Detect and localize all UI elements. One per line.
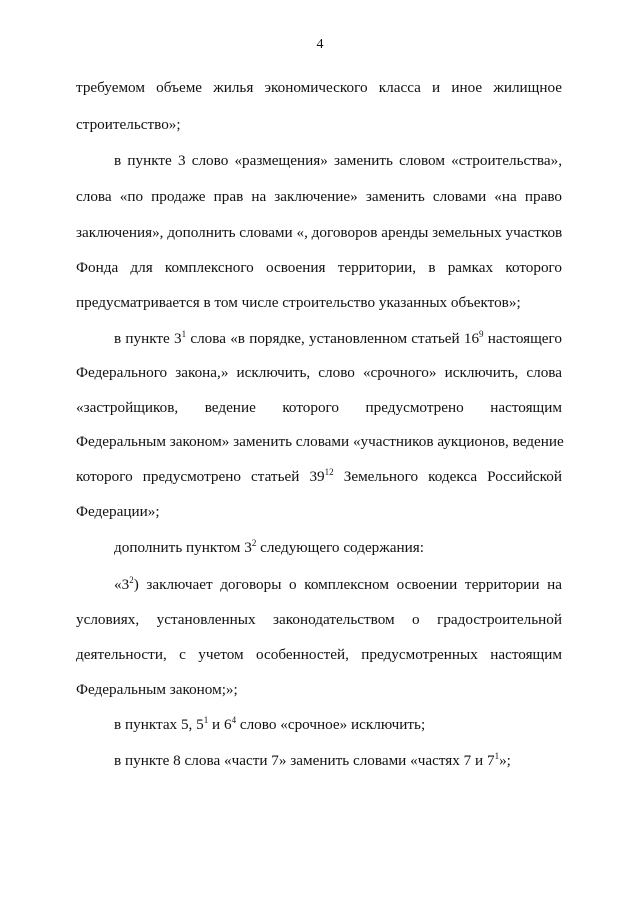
superscript: 1 [203, 715, 209, 725]
text-run: Земельного кодекса Российской [333, 468, 562, 485]
text-run: которого предусмотрено статьей 39 [76, 468, 325, 485]
text-line: Федерации»; [76, 503, 160, 520]
text-line: слова «по продаже прав на заключение» заменить словами «на право [76, 188, 562, 205]
text-run: следующего содержания: [256, 539, 424, 556]
text-line [114, 539, 562, 557]
superscript: 2 [251, 538, 257, 548]
superscript: 12 [324, 467, 334, 477]
text-line: в пункте 3 слово «размещения» заменить словом «строительства», [114, 152, 562, 169]
superscript: 1 [494, 751, 500, 761]
text-run: ) заключает договоры о комплексном освоении территории на [133, 576, 562, 593]
text-line: Федеральным законом» заменить словами «участников аукционов, ведение [76, 433, 564, 450]
text-run: слово «срочное» исключить; [236, 716, 426, 733]
superscript: 4 [231, 715, 237, 725]
text-line: Фонда для комплексного освоения территории, в рамках которого [76, 259, 562, 276]
text-run: «3 [114, 576, 130, 593]
text-line: деятельности, с учетом особенностей, предусмотренных настоящим [76, 646, 562, 663]
page-number: 4 [316, 37, 324, 52]
text-run: и 6 [208, 716, 232, 733]
text-run: дополнить пунктом 3 [114, 539, 252, 556]
text-line: предусматривается в том числе строительство указанных объектов»; [76, 294, 521, 311]
text-line: Федеральным законом;»; [76, 681, 238, 698]
text-line [76, 468, 562, 486]
text-line [114, 330, 562, 348]
text-run: »; [499, 752, 511, 769]
text-run: в пунктах 5, 5 [114, 716, 204, 733]
text-line: условиях, установленных законодательством о градостроительной [76, 611, 562, 628]
text-line [114, 576, 562, 594]
text-line: Федерального закона,» исключить, слово «срочного» исключить, слова [76, 364, 562, 381]
text-run: в пункте 8 слова «части 7» заменить словами «частях 7 и 7 [114, 752, 495, 769]
text-run: в пункте 3 [114, 330, 182, 347]
text-run: слова «в порядке, установленном статьей 16 [186, 330, 480, 347]
text-run: настоящего [483, 330, 562, 347]
superscript: 9 [479, 329, 484, 339]
text-line: заключения», дополнить словами «, договоров аренды земельных участков [76, 224, 563, 241]
text-line: требуемом объеме жилья экономического класса и иное жилищное [76, 79, 562, 96]
text-line: строительство»; [76, 116, 181, 133]
text-line [114, 716, 562, 734]
text-line [114, 752, 562, 770]
text-line: «застройщиков, ведение которого предусмотрено настоящим [76, 399, 562, 416]
superscript: 1 [181, 329, 187, 339]
superscript: 2 [129, 575, 134, 585]
